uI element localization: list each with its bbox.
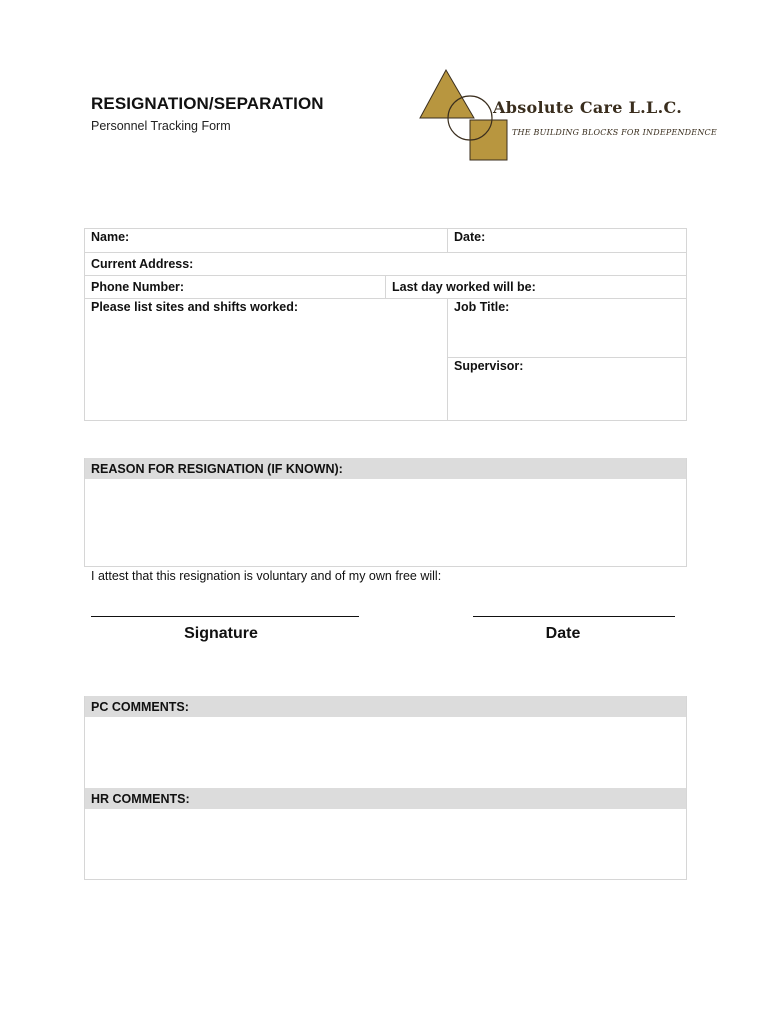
- signature-date-label: Date: [545, 625, 581, 642]
- signature-line: [91, 616, 359, 617]
- address-field-label: Current Address:: [91, 257, 194, 271]
- logo-triangle-icon: [420, 70, 474, 118]
- hr-comments-header: HR COMMENTS:: [91, 792, 190, 806]
- date-field-label: Date:: [454, 230, 486, 244]
- signature-label: Signature: [184, 625, 258, 642]
- form-title: RESIGNATION/SEPARATION: [91, 94, 324, 113]
- date-signature-line: [473, 616, 675, 617]
- job-title-field-label: Job Title:: [454, 300, 510, 314]
- reason-section-header: REASON FOR RESIGNATION (IF KNOWN):: [91, 462, 343, 476]
- attestation-text: I attest that this resignation is voluntary and of my own free will:: [91, 569, 442, 583]
- logo-company-name: Absolute Care L.L.C.: [493, 98, 683, 117]
- supervisor-field-label: Supervisor:: [454, 359, 524, 373]
- pc-comments-header: PC COMMENTS:: [91, 700, 189, 714]
- form-subtitle: Personnel Tracking Form: [91, 119, 231, 133]
- name-field-label: Name:: [91, 230, 130, 244]
- logo-tagline: THE BUILDING BLOCKS FOR INDEPENDENCE: [512, 128, 717, 137]
- last-day-field-label: Last day worked will be:: [392, 280, 536, 294]
- sites-shifts-field-label: Please list sites and shifts worked:: [91, 300, 299, 314]
- phone-field-label: Phone Number:: [91, 280, 185, 294]
- logo-square-icon: [470, 120, 507, 160]
